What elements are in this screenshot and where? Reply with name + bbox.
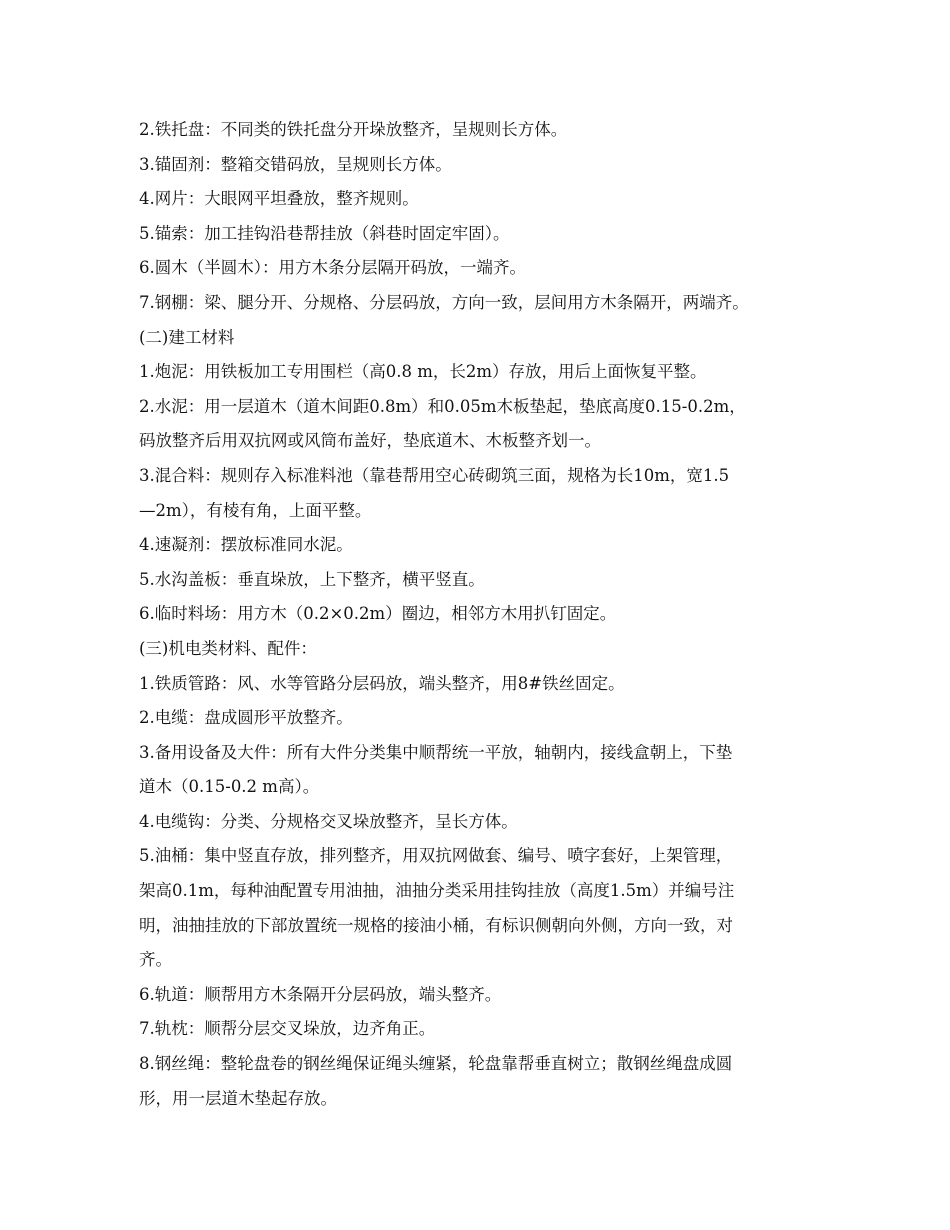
item-blasting-mud: 1.炮泥：用铁板加工专用围栏（高0.8 m，长2m）存放，用后上面恢复平整。 xyxy=(139,362,707,382)
item-iron-pipes: 1.铁质管路：风、水等管路分层码放，端头整齐，用8#铁丝固定。 xyxy=(139,673,625,693)
item-spare-equipment-cont: 道木（0.15-0.2 m高）。 xyxy=(139,777,320,797)
item-mixture: 3.混合料：规则存入标准料池（靠巷帮用空心砖砌筑三面，规格为长10m，宽1.5 xyxy=(139,465,730,485)
item-oil-drums: 5.油桶：集中竖直存放，排列整齐，用双抗网做套、编号、喷字套好，上架管理， xyxy=(139,846,733,866)
item-wire-rope-cont: 形，用一层道木垫起存放。 xyxy=(139,1088,337,1108)
item-mixture-cont: —2m），有棱有角，上面平整。 xyxy=(139,500,372,520)
item-sleepers: 7.轨枕：顺帮分层交叉垛放，边齐角正。 xyxy=(139,1019,436,1039)
section-heading-construction-materials: (二)建工材料 xyxy=(139,327,235,347)
item-round-timber: 6.圆木（半圆木）：用方木条分层隔开码放，一端齐。 xyxy=(139,258,526,278)
item-oil-drums-cont-2: 明，油抽挂放的下部放置统一规格的接油小桶，有标识侧朝向外侧，方向一致，对 xyxy=(139,915,733,935)
item-anchoring-agent: 3.锚固剂：整箱交错码放，呈规则长方体。 xyxy=(139,154,452,174)
item-cable-hooks: 4.电缆钩：分类、分规格交叉垛放整齐，呈长方体。 xyxy=(139,811,518,831)
item-cable: 2.电缆：盘成圆形平放整齐。 xyxy=(139,708,353,728)
item-temp-yard: 6.临时料场：用方木（0.2×0.2m）圈边，相邻方木用扒钉固定。 xyxy=(139,604,617,624)
item-cement-cont: 码放整齐后用双抗网或风筒布盖好，垫底道木、木板整齐划一。 xyxy=(139,431,601,451)
section-heading-electromechanical: (三)机电类材料、配件： xyxy=(139,638,317,658)
item-accelerator: 4.速凝剂：摆放标准同水泥。 xyxy=(139,535,353,555)
item-wire-rope: 8.钢丝绳：整轮盘卷的钢丝绳保证绳头缠紧，轮盘靠帮垂直树立；散钢丝绳盘成圆 xyxy=(139,1054,733,1074)
item-cement: 2.水泥：用一层道木（道木间距0.8m）和0.05m木板垫起，垫底高度0.15-0.2m， xyxy=(139,396,746,416)
item-steel-shed: 7.钢棚：梁、腿分开、分规格、分层码放，方向一致，层间用方木条隔开，两端齐。 xyxy=(139,292,749,312)
item-rails: 6.轨道：顺帮用方木条隔开分层码放，端头整齐。 xyxy=(139,984,502,1004)
item-oil-drums-cont-1: 架高0.1m，每种油配置专用油抽，油抽分类采用挂钩挂放（高度1.5m）并编号注 xyxy=(139,881,735,901)
item-mesh: 4.网片：大眼网平坦叠放，整齐规则。 xyxy=(139,189,419,209)
document-body xyxy=(139,113,839,1116)
item-iron-pallet: 2.铁托盘：不同类的铁托盘分开垛放整齐，呈规则长方体。 xyxy=(139,120,568,139)
item-oil-drums-cont-3: 齐。 xyxy=(139,950,172,970)
item-ditch-cover: 5.水沟盖板：垂直垛放，上下整齐，横平竖直。 xyxy=(139,569,485,589)
item-anchor-cable: 5.锚索：加工挂钩沿巷帮挂放（斜巷时固定牢固）。 xyxy=(139,223,510,243)
item-spare-equipment: 3.备用设备及大件：所有大件分类集中顺帮统一平放，轴朝内，接线盒朝上，下垫 xyxy=(139,742,733,762)
